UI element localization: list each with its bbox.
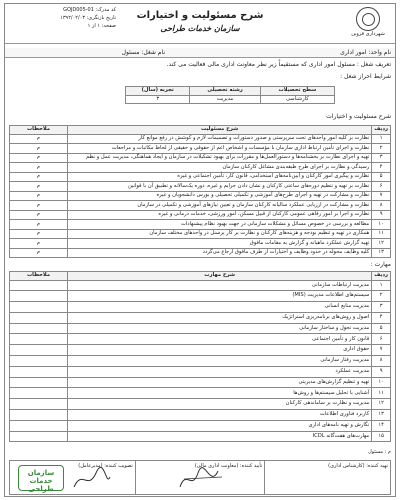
row-notes: م <box>10 191 68 201</box>
table-row <box>10 210 391 220</box>
row-notes: م <box>10 153 68 163</box>
signature-scribble-icon <box>176 465 226 493</box>
row-number: ۱۰ <box>372 377 391 388</box>
skills-table <box>9 271 391 442</box>
row-notes: م <box>10 220 68 230</box>
row-description: نظارت و اجرای تأمین ارتباط اداری سازمان با مؤسسات و اشخاص اعم از حقوقی و حقیقی از لحاظ مکاتبات و مراجعات <box>68 144 372 154</box>
official-stamp: سازمان خدمات طراحی <box>18 465 64 491</box>
row-description: نگارش و تهیه نامه‌های اداری <box>68 420 372 431</box>
row-notes <box>10 312 68 323</box>
signature-scribble-icon <box>70 467 114 493</box>
table-row <box>10 153 391 163</box>
row-number: ۱۱ <box>372 388 391 399</box>
row-notes <box>10 431 68 442</box>
row-number: ۵ <box>372 323 391 334</box>
table-row <box>10 134 391 144</box>
row-notes: م <box>10 210 68 220</box>
row-number: ۴ <box>372 312 391 323</box>
preparer-cell: تهیه کننده: (کارشناس اداری) <box>265 461 391 495</box>
row-number: ۱ <box>372 134 391 144</box>
row-number: ۶ <box>372 334 391 345</box>
row-number: ۲ <box>372 144 391 154</box>
table-row <box>10 334 391 345</box>
row-description: تهیه و تنظیم گزارش‌های مدیریتی <box>68 377 372 388</box>
table-row <box>10 163 391 173</box>
row-notes <box>10 410 68 421</box>
row-notes: م <box>10 163 68 173</box>
row-notes: م <box>10 172 68 182</box>
footnote: م : مسئول <box>368 449 391 455</box>
row-number: ۱۵ <box>372 431 391 442</box>
header-field: رشته تحصیلی <box>190 87 260 96</box>
table-row <box>10 144 391 154</box>
responsibility-section-label: شرح مسئولیت و اختیارات <box>326 113 391 120</box>
row-number: ۷ <box>372 345 391 356</box>
row-notes: م <box>10 229 68 239</box>
row-description: کاربرد فناوری اطلاعات <box>68 410 372 421</box>
row-description: مدیریت منابع انسانی <box>68 302 372 313</box>
header-row-number: ردیف <box>372 126 391 135</box>
table-row <box>10 410 391 421</box>
table-row <box>10 229 391 239</box>
row-notes: م <box>10 144 68 154</box>
table-row <box>10 220 391 230</box>
row-number: ۲ <box>372 291 391 302</box>
row-description: کلیه وظایف محوله در حدود وظایف و اختیارات از طرف مافوق ارجاع می‌گردد <box>68 248 372 258</box>
row-notes <box>10 377 68 388</box>
row-description: مدیریت تحول و ساختار سازمانی <box>68 323 372 334</box>
row-notes <box>10 420 68 431</box>
requirements-table <box>125 86 335 104</box>
row-notes <box>10 388 68 399</box>
header-description: شرح مسئولیت <box>68 126 372 135</box>
row-number: ۱۱ <box>372 229 391 239</box>
row-description: رسیدگی و نظارت بر اجرای طرح طبقه‌بندی مشاغل کارکنان سازمان <box>68 163 372 173</box>
table-row <box>10 356 391 367</box>
table-row <box>10 399 391 410</box>
row-description: نظارت و مشارکت در ارزیابی عملکرد سالیانه کارکنان سازمان و تعیین نیازهای آموزشی و تکمیلی در سازمان <box>68 201 372 211</box>
row-notes <box>10 291 68 302</box>
row-number: ۳ <box>372 153 391 163</box>
row-notes: م <box>10 182 68 192</box>
row-notes <box>10 345 68 356</box>
table-row <box>10 302 391 313</box>
table-row <box>10 201 391 211</box>
row-notes: م <box>10 239 68 249</box>
row-number: ۱۴ <box>372 420 391 431</box>
row-number: ۶ <box>372 182 391 192</box>
row-description: نظارت و اجرا بر امور رفاهی عمومی کارکنان از قبیل مسکن، امور ورزشی، خدمات درمانی و غیره <box>68 210 372 220</box>
row-notes <box>10 399 68 410</box>
job-title: نام شغل: مسئول <box>121 49 165 56</box>
row-number: ۵ <box>372 172 391 182</box>
table-row <box>10 323 391 334</box>
row-description: حقوق اداری <box>68 345 372 356</box>
row-number: ۹ <box>372 366 391 377</box>
table-row <box>10 388 391 399</box>
row-description: مطالعه و بررسی در خصوص مسائل و مشکلات سازمانی در جهت بهبود نظام پیشنهادات <box>68 220 372 230</box>
municipality-logo: شهرداری قزوین <box>347 7 389 38</box>
row-number: ۱ <box>372 280 391 291</box>
table-row <box>10 420 391 431</box>
row-description: آشنایی با تحلیل سیستم‌ها و روش‌ها <box>68 388 372 399</box>
row-number: ۸ <box>372 201 391 211</box>
row-notes: م <box>10 201 68 211</box>
table-row <box>10 291 391 302</box>
table-row <box>10 248 391 258</box>
row-description: مدیریت عملکرد <box>68 366 372 377</box>
table-row <box>10 345 391 356</box>
row-description: نظارت بر تهیه و تنظیم دوره‌های ساعتی کارکنان و نشان دادن جرایم و غیره، دوره یک‌سالانه و تطبیق آن با قوانین <box>68 182 372 192</box>
document-title: شرح مسئولیت و اختیارات سازمان خدمات طراحی <box>125 9 275 35</box>
experience-value: ۳ <box>126 95 190 104</box>
field-value: مدیریت <box>190 95 260 104</box>
row-description: مدیریت ارتباطات سازمانی <box>68 280 372 291</box>
responsibilities-table <box>9 125 391 258</box>
ratifier-cell: تصویب کننده: (مدیرعامل) سازمان خدمات طراحی <box>10 461 136 495</box>
row-number: ۱۲ <box>372 239 391 249</box>
approver-cell: تأیید کننده: (معاونت اداری مالی) <box>135 461 265 495</box>
row-description: مهارت‌های هفت‌گانه ICDL <box>68 431 372 442</box>
document-header <box>5 4 395 44</box>
education-value: کارشناسی <box>260 95 334 104</box>
table-row <box>10 377 391 388</box>
document-subtitle: سازمان خدمات طراحی <box>160 24 240 33</box>
job-identity-bar <box>5 48 395 58</box>
row-description: اصول و روش‌های برنامه‌ریزی استراتژیک <box>68 312 372 323</box>
row-description: تهیه و اجرای نظارت بر بخشنامه‌ها و دستورالعمل‌ها و مقررات برای بهبود تشکیلات در سازمان و ایجاد هماهنگی، مدیریت عمل و نظم <box>68 153 372 163</box>
row-description: تهیه گزارش عملکرد ماهیانه و گزارش به مقامات مافوق <box>68 239 372 249</box>
row-notes: م <box>10 248 68 258</box>
table-row <box>10 172 391 182</box>
row-description: نظارت بر کلیه امور واحدهای تحت سرپرستی و صدور دستورات و تصمیمات لازم و کوشش در رفع موانع کار <box>68 134 372 144</box>
row-notes <box>10 334 68 345</box>
row-notes: م <box>10 134 68 144</box>
header-notes: ملاحظات <box>10 126 68 135</box>
table-row <box>10 239 391 249</box>
row-notes <box>10 323 68 334</box>
unit-name: نام واحد: امور اداری <box>340 49 391 56</box>
row-description: مدیریت و نظارت بر ساماندهی کارکنان <box>68 399 372 410</box>
table-row <box>10 182 391 192</box>
header-notes: ملاحظات <box>10 272 68 281</box>
emblem-icon <box>356 7 380 31</box>
row-description: قانون کار و تأمین اجتماعی <box>68 334 372 345</box>
row-notes <box>10 366 68 377</box>
table-row <box>10 191 391 201</box>
table-row <box>10 431 391 442</box>
row-notes <box>10 356 68 367</box>
header-education: سطح تحصیلات <box>260 87 334 96</box>
table-row <box>10 280 391 291</box>
signature-table <box>9 460 391 495</box>
row-number: ۹ <box>372 210 391 220</box>
row-number: ۱۳ <box>372 410 391 421</box>
row-notes <box>10 302 68 313</box>
document-page <box>4 3 396 497</box>
row-description: مدیریت رفتار سازمانی <box>68 356 372 367</box>
row-number: ۱۳ <box>372 248 391 258</box>
header-row-number: ردیف <box>372 272 391 281</box>
row-number: ۴ <box>372 163 391 173</box>
table-row <box>10 366 391 377</box>
document-code: کد مدرک: GOJD005-01 تاریخ بازنگری: ۱۳۹۲/۰۲/۰۳ صفحه: ۱ از ۱ <box>60 7 116 29</box>
skills-section-label: مهارت : <box>370 261 391 268</box>
row-number: ۸ <box>372 356 391 367</box>
job-definition: تعریف شغل : مسئول امور اداری که مستقیماً زیر نظر معاونت اداری مالی فعالیت می کند. <box>166 61 391 68</box>
row-description: همکاری در تهیه و تنظیم بودجه و هزینه‌های کارکنان و نظارت بر کار پرسنل در واحدهای مختلف سازمان <box>68 229 372 239</box>
row-number: ۱۰ <box>372 220 391 230</box>
row-number: ۷ <box>372 191 391 201</box>
row-number: ۱۲ <box>372 399 391 410</box>
table-row <box>10 312 391 323</box>
row-description: نظارت و مشارکت در تهیه و اجرای طرح‌های آموزشی و تکمیلی تحصیلی و بورس دانشجویان و غیره <box>68 191 372 201</box>
requirements-label: شرایط احراز شغل : <box>340 73 391 80</box>
row-description: نظارت و پیگیری امور کارکنان و آیین‌نامه‌های استخدامی، قانون کار، تأمین اجتماعی و غیره <box>68 172 372 182</box>
header-skill: شرح مهارت <box>68 272 372 281</box>
row-number: ۳ <box>372 302 391 313</box>
row-description: سیستم‌های اطلاعات مدیریت (MIS) <box>68 291 372 302</box>
header-experience: تجربه (سال) <box>126 87 190 96</box>
row-notes <box>10 280 68 291</box>
